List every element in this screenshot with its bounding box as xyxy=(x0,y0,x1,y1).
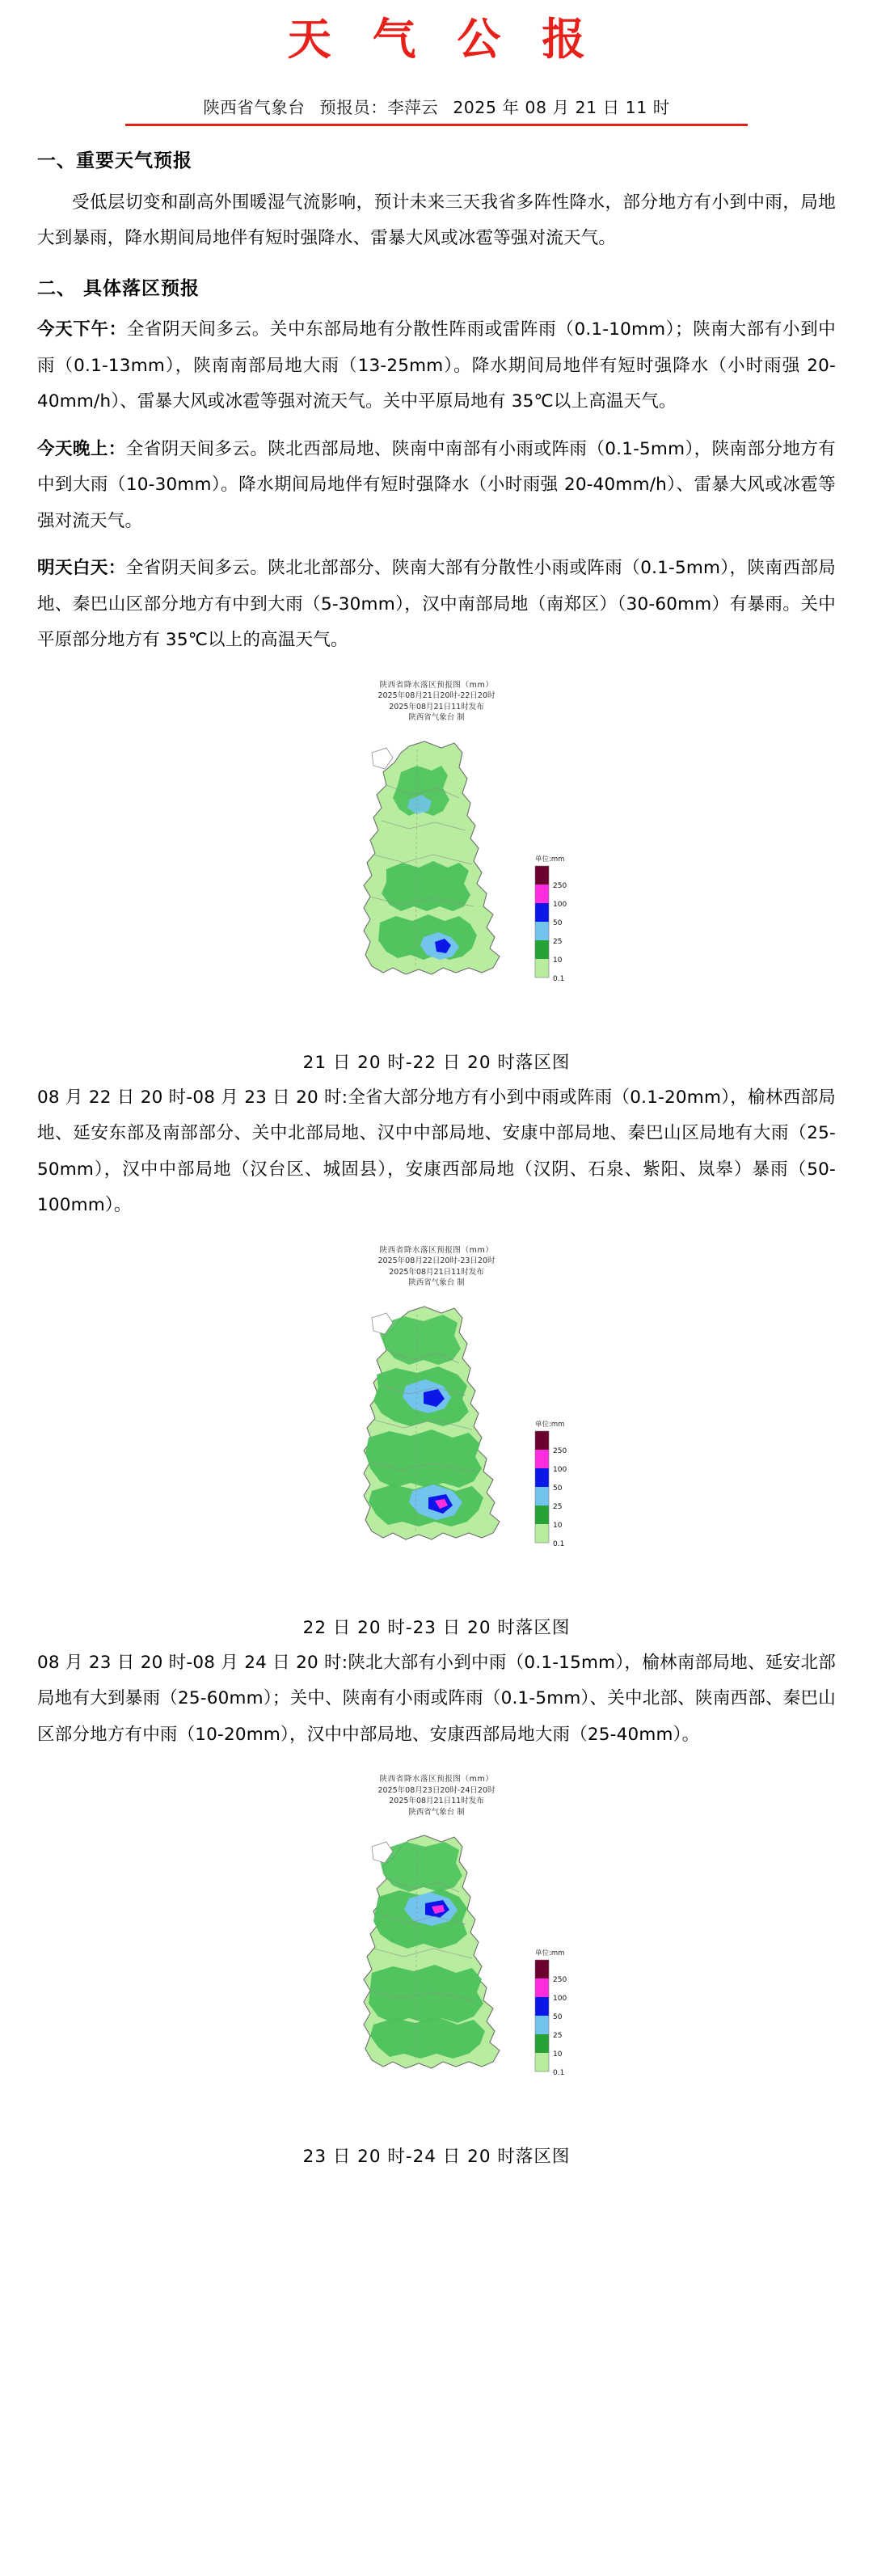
legend-tick-1: 100 xyxy=(553,1995,567,2003)
legend-tick-3: 25 xyxy=(553,2032,563,2040)
map-legend-1 xyxy=(535,855,567,983)
legend-tick-5: 0.1 xyxy=(553,1539,565,1548)
figure-precip-map-1 xyxy=(37,680,836,1074)
province-shape xyxy=(364,1835,500,2068)
label-tomorrow-daytime: 明天白天： xyxy=(37,558,126,579)
legend-tick-5: 0.1 xyxy=(553,974,565,983)
shaanxi-precip-map-svg-1 xyxy=(251,725,622,1041)
shaanxi-precip-map-svg-2 xyxy=(251,1290,622,1606)
legend-tick-2: 50 xyxy=(553,1484,563,1493)
figure-caption-3: 23 日 20 时-24 日 20 时落区图 xyxy=(302,2147,571,2167)
legend-unit-label: 单位:mm xyxy=(535,1420,565,1429)
map-title-line1: 陕西省降水落区预报图（mm） xyxy=(379,1245,494,1255)
map-graphic-2 xyxy=(251,1290,622,1606)
map-container-1 xyxy=(251,680,622,1041)
map-title-line3: 2025年08月21日11时发布 xyxy=(389,702,484,712)
paragraph-day2-forecast: 08 月 22 日 20 时-08 月 23 日 20 时:全省大部分地方有小到中雨或阵雨（0.1-20mm），榆林西部局地、延安东部及南部部分、关中北部局地、汉中中部局地、安康中部局地、秦巴山区局地有大雨（25-50mm），汉中中部局地（汉台区、城固县），安康西部局地（汉阴、石泉、紫阳、岚皋）暴雨（50-100mm）。 xyxy=(37,1087,836,1216)
section-heading-important-forecast: 一、重要天气预报 xyxy=(37,150,192,172)
forecaster-name: 预报员：李萍云 xyxy=(319,98,439,118)
map-graphic-3 xyxy=(251,1819,622,2135)
map-graphic-1 xyxy=(251,725,622,1041)
province-shape xyxy=(364,1307,500,1539)
map-header-1 xyxy=(251,680,622,724)
issue-datetime: 2025 年 08 月 21 日 11 时 xyxy=(453,98,670,118)
map-container-2 xyxy=(251,1245,622,1606)
legend-tick-4: 10 xyxy=(553,956,563,965)
legend-unit-label: 单位:mm xyxy=(535,1949,565,1957)
map-title-line1: 陕西省降水落区预报图（mm） xyxy=(379,1775,494,1784)
legend-tick-1: 100 xyxy=(553,1465,567,1474)
legend-tick-0: 250 xyxy=(553,1976,567,1984)
map-title-line3: 2025年08月21日11时发布 xyxy=(389,1797,484,1806)
legend-unit-label: 单位:mm xyxy=(535,855,565,864)
paragraph-day3-forecast: 08 月 23 日 20 时-08 月 24 日 20 时:陕北大部有小到中雨（0.1-15mm），榆林南部局地、延安北部局地有大到暴雨（25-60mm）；关中、陕南有小雨或阵雨（0.1-5mm）、关中北部、陕南西部、秦巴山区部分地方有中雨（10-20mm），汉中中部局地、安康西部局地大雨（25-40mm）。 xyxy=(37,1652,836,1745)
bulletin-content xyxy=(0,147,873,2168)
text-tomorrow-daytime: 全省阴天间多云。陕北北部部分、陕南大部有分散性小雨或阵雨（0.1-5mm），陕南西部局地、秦巴山区部分地方有中到大雨（5-30mm），汉中南部局地（南郑区）（30-60mm）有暴雨。关中平原部分地方有 35℃以上的高温天气。 xyxy=(37,558,836,651)
label-today-afternoon: 今天下午： xyxy=(37,319,127,340)
legend-tick-2: 50 xyxy=(553,918,563,927)
legend-tick-2: 50 xyxy=(553,2013,563,2021)
map-header-3 xyxy=(251,1774,622,1818)
map-title-line2: 2025年08月22日20时-23日20时 xyxy=(377,1256,496,1266)
figure-caption-2: 22 日 20 时-23 日 20 时落区图 xyxy=(302,1617,571,1638)
legend-tick-3: 25 xyxy=(553,937,563,946)
legend-tick-3: 25 xyxy=(553,1502,563,1511)
legend-tick-5: 0.1 xyxy=(553,2069,565,2077)
paragraph-today-evening xyxy=(37,432,836,540)
map-legend-3 xyxy=(535,1949,567,2077)
map-title-line2: 2025年08月21日20时-22日20时 xyxy=(377,691,496,701)
paragraph-today-afternoon xyxy=(37,312,836,420)
text-today-evening: 全省阴天间多云。陕北西部局地、陕南中南部有小雨或阵雨（0.1-5mm），陕南部分地方有中到大雨（10-30mm）。降水期间局地伴有短时强降水（小时雨强 20-40mm/h）、雷暴大风或冰雹等强对流天气。 xyxy=(37,438,836,531)
byline xyxy=(203,94,670,122)
paragraph-important-forecast: 受低层切变和副高外围暖湿气流影响，预计未来三天我省多阵性降水，部分地方有小到中雨，局地大到暴雨，降水期间局地伴有短时强降水、雷暴大风或冰雹等强对流天气。 xyxy=(37,192,836,249)
text-today-afternoon: 全省阴天间多云。关中东部局地有分散性阵雨或雷阵雨（0.1-10mm）；陕南大部有小到中雨（0.1-13mm），陕南南部局地大雨（13-25mm）。降水期间局地伴有短时强降水（小时雨强 20-40mm/h）、雷暴大风或冰雹等强对流天气。关中平原局地有 35℃以上高温天气。 xyxy=(37,319,836,412)
header-divider xyxy=(125,124,748,126)
map-title-line1: 陕西省降水落区预报图（mm） xyxy=(379,680,494,690)
page-title: 天 气 公 报 xyxy=(287,14,599,65)
province-shape xyxy=(364,741,500,974)
figure-precip-map-2 xyxy=(37,1245,836,1639)
paragraph-tomorrow-daytime xyxy=(37,551,836,659)
map-title-line4: 陕西省气象台 制 xyxy=(408,713,465,723)
section-heading-area-forecast: 二、 具体落区预报 xyxy=(37,277,200,299)
issuer-name: 陕西省气象台 xyxy=(203,98,306,118)
map-title-line2: 2025年08月23日20时-24日20时 xyxy=(377,1785,496,1795)
byline-block xyxy=(0,94,873,129)
shaanxi-precip-map-svg-3 xyxy=(251,1819,622,2135)
map-header-2 xyxy=(251,1245,622,1289)
map-legend-2 xyxy=(535,1420,567,1548)
map-title-line4: 陕西省气象台 制 xyxy=(408,1278,465,1288)
legend-tick-1: 100 xyxy=(553,900,567,909)
map-title-line3: 2025年08月21日11时发布 xyxy=(389,1267,484,1277)
map-container-3 xyxy=(251,1774,622,2135)
map-title-line4: 陕西省气象台 制 xyxy=(408,1807,465,1817)
legend-tick-0: 250 xyxy=(553,1446,567,1455)
figure-precip-map-3 xyxy=(37,1774,836,2168)
figure-caption-1: 21 日 20 时-22 日 20 时落区图 xyxy=(302,1052,571,1073)
legend-tick-4: 10 xyxy=(553,1521,563,1530)
legend-tick-0: 250 xyxy=(553,881,567,890)
label-today-evening: 今天晚上： xyxy=(37,438,126,459)
legend-tick-4: 10 xyxy=(553,2050,563,2059)
